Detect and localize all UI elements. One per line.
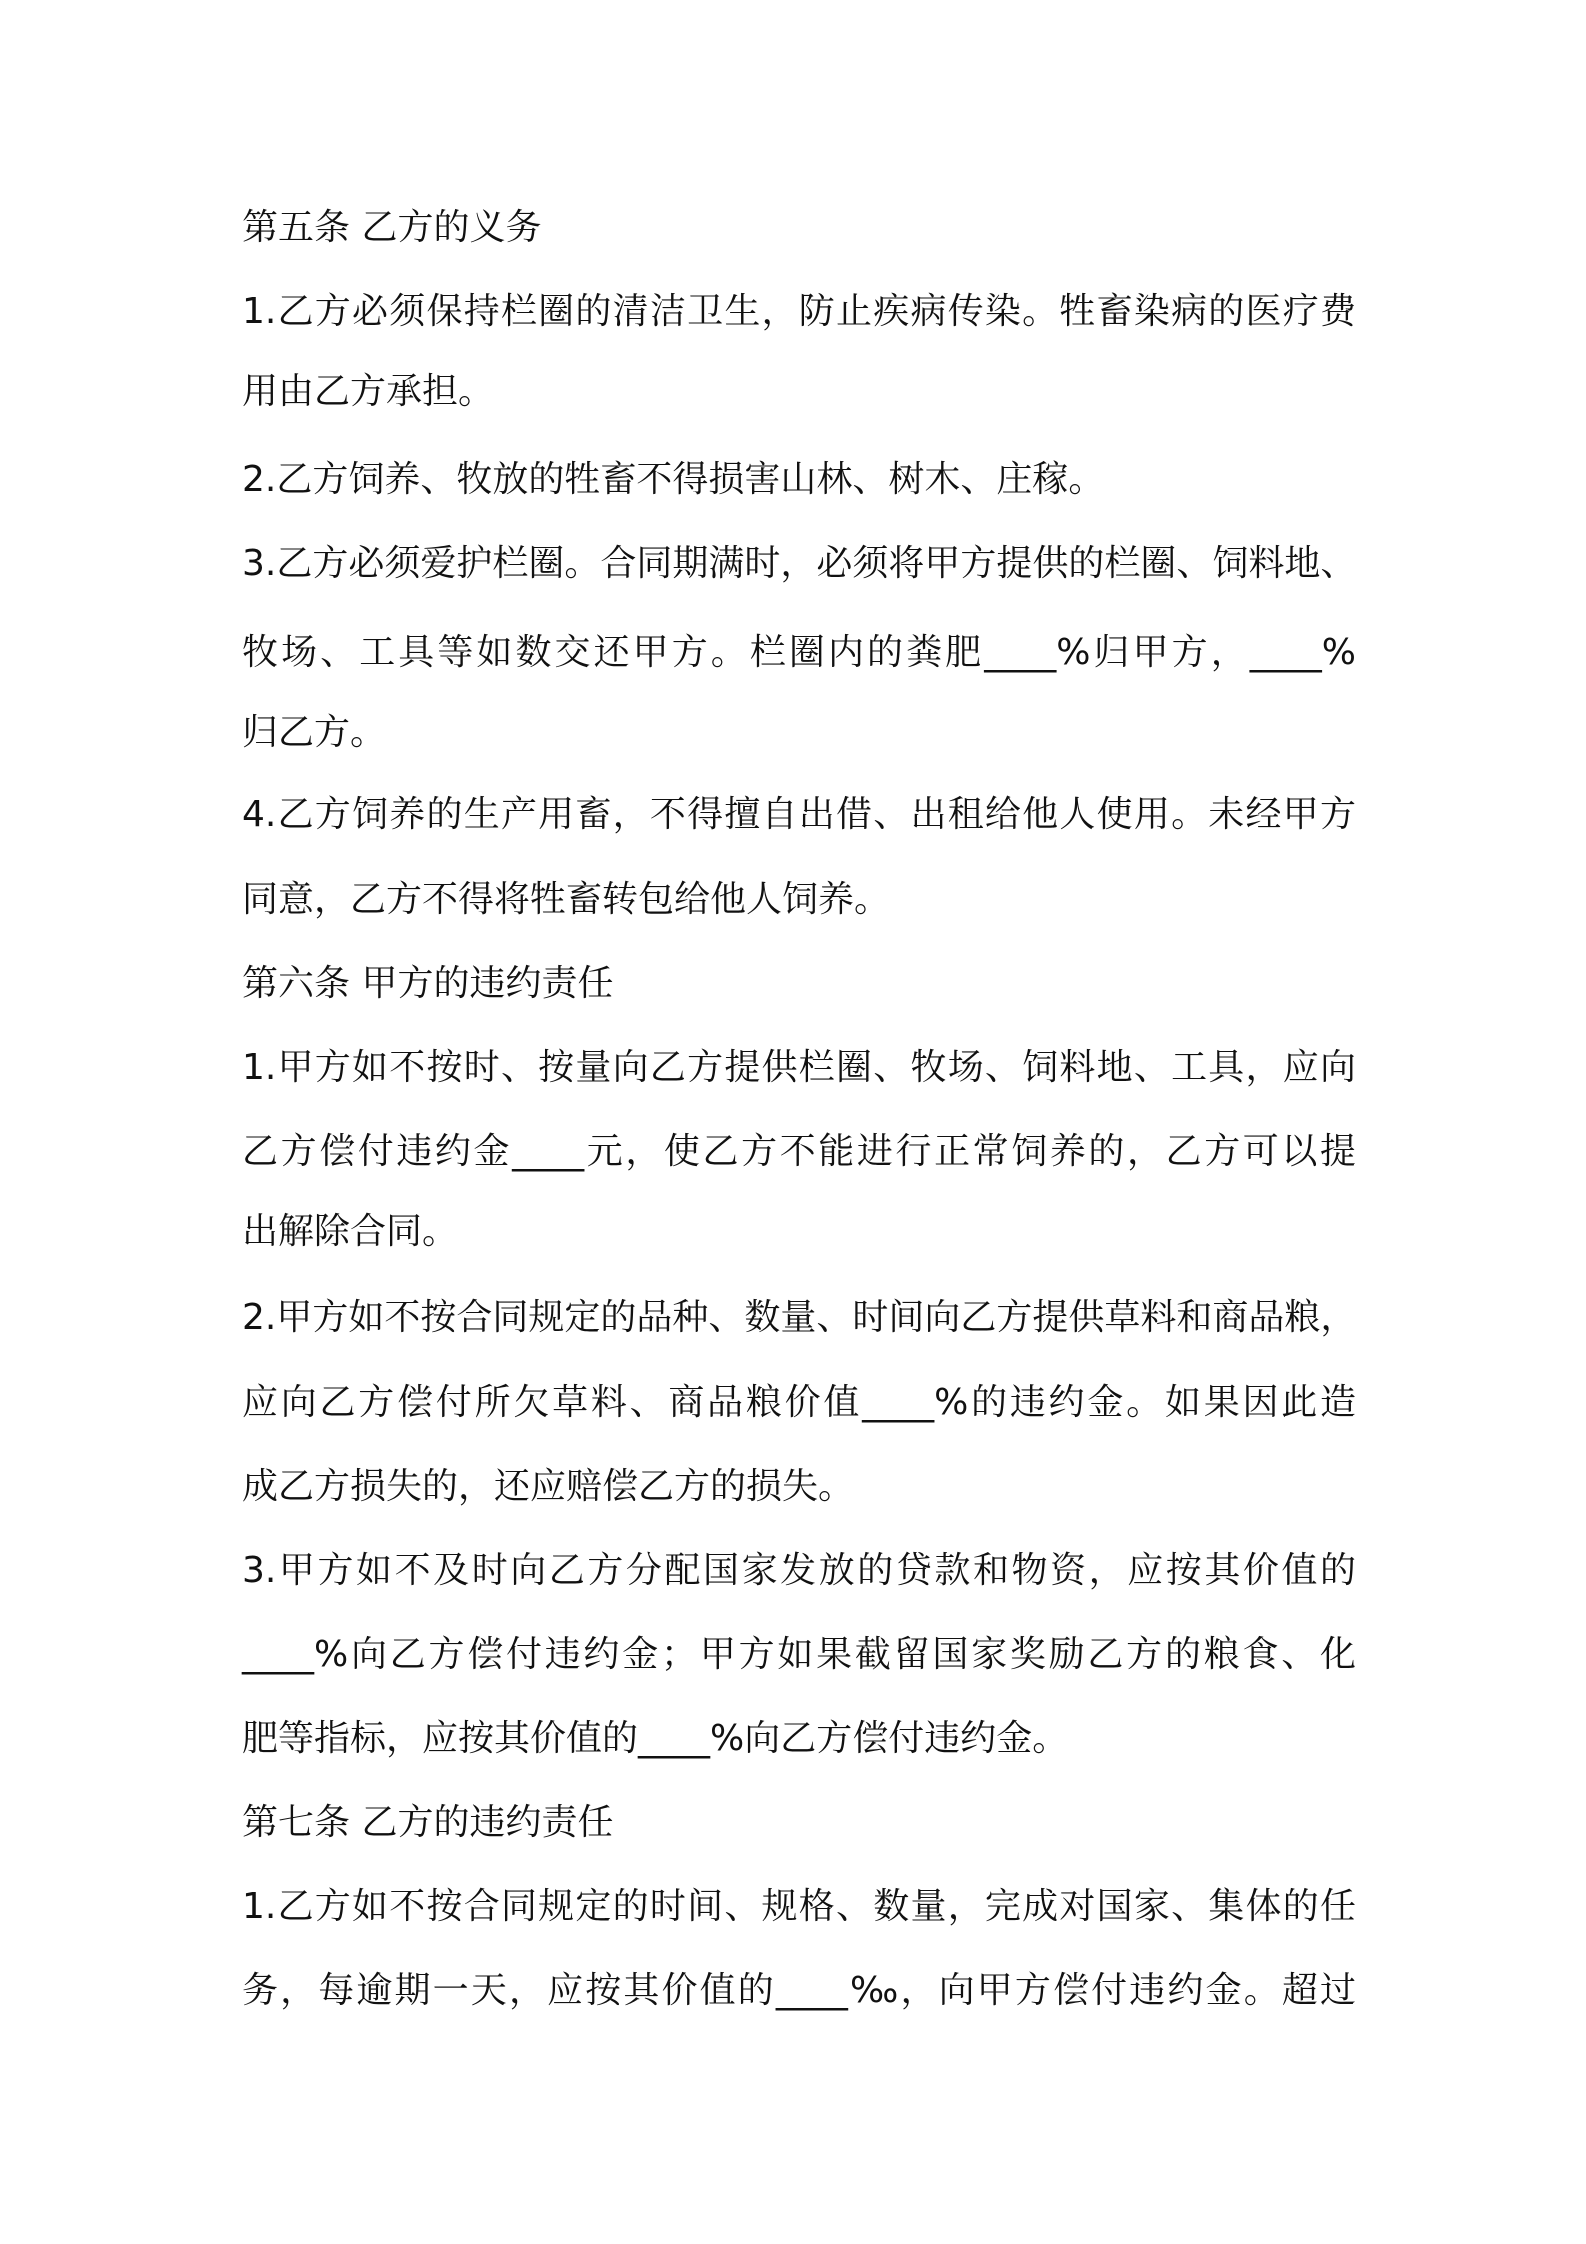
paragraph-line: 用由乙方承担。 (242, 371, 495, 412)
paragraph-line: 1.乙方如不按合同规定的时间、规格、数量，完成对国家、集体的任 (242, 1886, 1356, 1927)
paragraph-line: 2.乙方饲养、牧放的牲畜不得损害山林、树木、庄稼。 (242, 459, 1105, 500)
section-heading-6: 第六条 甲方的违约责任 (242, 963, 614, 1004)
section-heading-7: 第七条 乙方的违约责任 (242, 1802, 614, 1843)
paragraph-line: 应向乙方偿付所欠草料、商品粮价值____%的违约金。如果因此造 (242, 1382, 1356, 1423)
paragraph-line: 1.乙方必须保持栏圈的清洁卫生，防止疾病传染。牲畜染病的医疗费 (242, 291, 1356, 332)
paragraph-line: 务，每逾期一天，应按其价值的____‰，向甲方偿付违约金。超过 (242, 1970, 1356, 2011)
paragraph-line: ____%向乙方偿付违约金；甲方如果截留国家奖励乙方的粮食、化 (242, 1634, 1356, 1675)
paragraph-line: 1.甲方如不按时、按量向乙方提供栏圈、牧场、饲料地、工具，应向 (242, 1047, 1356, 1088)
paragraph-line: 3.乙方必须爱护栏圈。合同期满时，必须将甲方提供的栏圈、饲料地、 (242, 543, 1357, 584)
paragraph-line: 乙方偿付违约金____元，使乙方不能进行正常饲养的，乙方可以提 (242, 1131, 1356, 1172)
paragraph-line: 归乙方。 (242, 712, 387, 753)
paragraph-line: 4.乙方饲养的生产用畜，不得擅自出借、出租给他人使用。未经甲方 (242, 794, 1356, 835)
paragraph-line: 成乙方损失的，还应赔偿乙方的损失。 (242, 1466, 855, 1507)
paragraph-line: 3.甲方如不及时向乙方分配国家发放的贷款和物资，应按其价值的 (242, 1550, 1356, 1591)
paragraph-line: 2.甲方如不按合同规定的品种、数量、时间向乙方提供草料和商品粮， (242, 1297, 1357, 1338)
paragraph-line: 牧场、工具等如数交还甲方。栏圈内的粪肥____%归甲方，____% (242, 632, 1356, 673)
paragraph-line: 同意，乙方不得将牲畜转包给他人饲养。 (242, 879, 891, 920)
section-heading-5: 第五条 乙方的义务 (242, 207, 542, 248)
paragraph-line: 出解除合同。 (242, 1211, 459, 1252)
paragraph-line: 肥等指标，应按其价值的____%向乙方偿付违约金。 (242, 1718, 1069, 1759)
